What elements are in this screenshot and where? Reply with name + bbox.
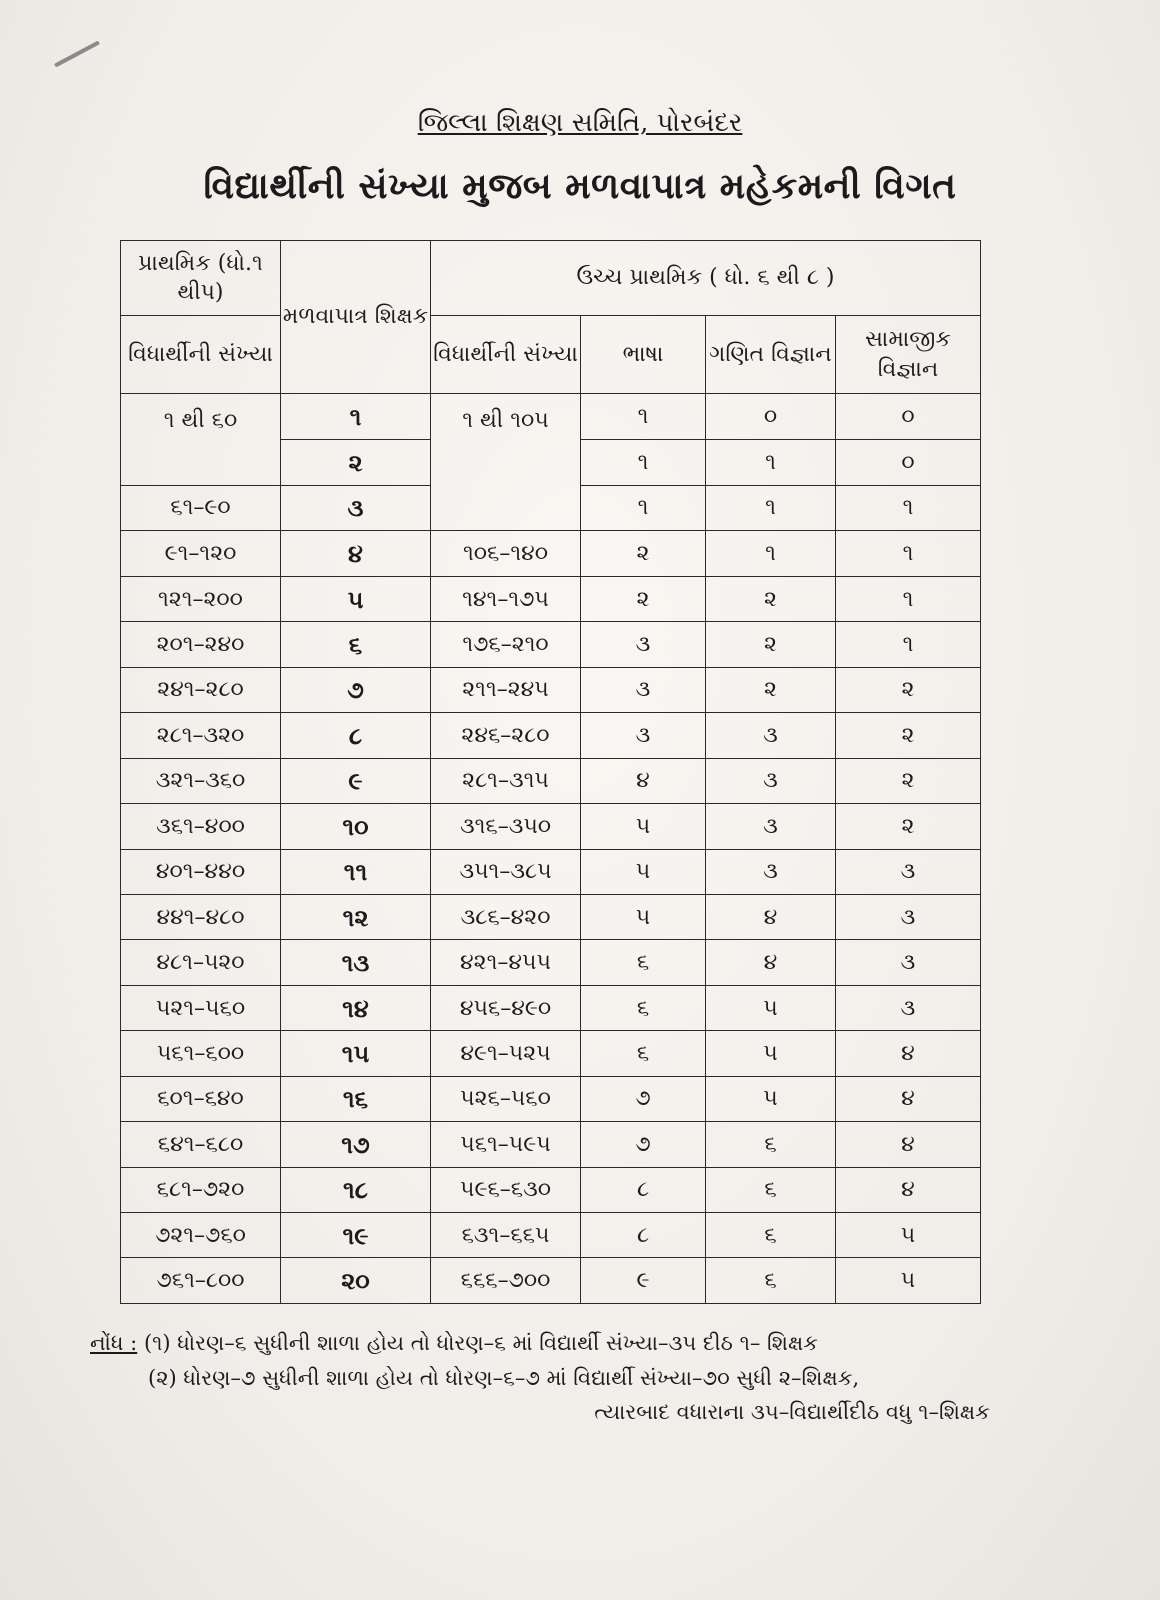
math-science-cell: ૬ xyxy=(706,1258,836,1304)
math-science-cell: ૩ xyxy=(706,713,836,758)
primary-range-cell: ૬૪૧–૬૮૦ xyxy=(121,1122,281,1167)
social-science-cell: ૩ xyxy=(836,849,981,894)
social-science-cell: ૨ xyxy=(836,758,981,803)
math-science-cell: ૫ xyxy=(706,985,836,1030)
document-title: વિદ્યાર્થીની સંખ્યા મુજબ મળવાપાત્ર મહેકમની વિગત xyxy=(203,165,957,207)
teachers-cell: ૬ xyxy=(281,622,431,667)
primary-range-cell: ૭૬૧–૮૦૦ xyxy=(121,1258,281,1304)
teachers-cell: ૧૧ xyxy=(281,849,431,894)
teachers-cell: ૧૯ xyxy=(281,1213,431,1258)
primary-range-cell: ૩૨૧–૩૬૦ xyxy=(121,758,281,803)
header-primary-group: પ્રાથમિક (ધો.૧ થીપ) xyxy=(121,241,281,316)
social-science-cell: ૨ xyxy=(836,713,981,758)
header-upper-group: ઉચ્ચ પ્રાથમિક ( ધો. ૬ થી ૮ ) xyxy=(431,241,981,316)
teachers-cell: ૧૩ xyxy=(281,940,431,985)
note-line-1 xyxy=(90,1326,990,1361)
social-science-cell: ૦ xyxy=(836,393,981,439)
table-row xyxy=(121,940,981,985)
table-row xyxy=(121,531,981,576)
math-science-cell: ૪ xyxy=(706,940,836,985)
primary-range-cell: ૬૦૧–૬૪૦ xyxy=(121,1076,281,1121)
math-science-cell: ૫ xyxy=(706,1031,836,1076)
social-science-cell: ૧ xyxy=(836,576,981,621)
social-science-cell: ૪ xyxy=(836,1167,981,1212)
upper-range-cell: ૧૪૧–૧૭૫ xyxy=(431,576,581,621)
table-row xyxy=(121,985,981,1030)
teachers-cell: ૩ xyxy=(281,485,431,531)
note-line-3: ત્યારબાદ વધારાના ૩૫–વિદ્યાર્થીદીઠ વધુ ૧–શિક્ષક xyxy=(594,1400,990,1425)
social-science-cell: ૧ xyxy=(836,622,981,667)
social-science-cell: ૦ xyxy=(836,439,981,485)
upper-range-cell: ૩૧૬–૩૫૦ xyxy=(431,804,581,849)
language-cell: ૫ xyxy=(581,894,706,939)
header-language: ભાષા xyxy=(581,316,706,393)
language-cell: ૩ xyxy=(581,713,706,758)
social-science-cell: ૩ xyxy=(836,894,981,939)
language-cell: ૮ xyxy=(581,1213,706,1258)
primary-range-cell: ૬૧–૯૦ xyxy=(121,485,281,531)
header-upper-students: વિધાર્થીની સંખ્યા xyxy=(431,316,581,393)
language-cell: ૩ xyxy=(581,667,706,712)
social-science-cell: ૫ xyxy=(836,1258,981,1304)
upper-range-cell: ૩૫૧–૩૮૫ xyxy=(431,849,581,894)
upper-range-cell: ૬૬૬–૭૦૦ xyxy=(431,1258,581,1304)
social-science-cell: ૨ xyxy=(836,804,981,849)
upper-range-cell: ૨૮૧–૩૧૫ xyxy=(431,758,581,803)
math-science-cell: ૫ xyxy=(706,1076,836,1121)
notes-label: નોંધ : xyxy=(90,1331,138,1355)
upper-range-cell: ૨૧૧–૨૪૫ xyxy=(431,667,581,712)
teachers-cell: ૧૨ xyxy=(281,894,431,939)
teachers-cell: ૨ xyxy=(281,439,431,485)
table-row xyxy=(121,393,981,439)
primary-range-cell: ૨૮૧–૩૨૦ xyxy=(121,713,281,758)
language-cell: ૫ xyxy=(581,804,706,849)
primary-range-cell: ૬૮૧–૭૨૦ xyxy=(121,1167,281,1212)
social-science-cell: ૪ xyxy=(836,1031,981,1076)
teachers-cell: ૨૦ xyxy=(281,1258,431,1304)
social-science-cell: ૪ xyxy=(836,1076,981,1121)
math-science-cell: ૧ xyxy=(706,485,836,531)
table-row xyxy=(121,1122,981,1167)
teachers-cell: ૧૬ xyxy=(281,1076,431,1121)
primary-range-cell: ૧ થી ૬૦ xyxy=(121,393,281,485)
language-cell: ૯ xyxy=(581,1258,706,1304)
upper-range-cell: ૫૨૬–૫૬૦ xyxy=(431,1076,581,1121)
math-science-cell: ૩ xyxy=(706,849,836,894)
primary-range-cell: ૩૬૧–૪૦૦ xyxy=(121,804,281,849)
primary-range-cell: ૪૪૧–૪૮૦ xyxy=(121,894,281,939)
language-cell: ૨ xyxy=(581,576,706,621)
language-cell: ૭ xyxy=(581,1122,706,1167)
upper-range-cell: ૬૩૧–૬૬૫ xyxy=(431,1213,581,1258)
social-science-cell: ૪ xyxy=(836,1122,981,1167)
social-science-cell: ૩ xyxy=(836,985,981,1030)
table-row xyxy=(121,804,981,849)
header-primary-students: વિધાર્થીની સંખ્યા xyxy=(121,316,281,393)
teachers-cell: ૧૮ xyxy=(281,1167,431,1212)
math-science-cell: ૧ xyxy=(706,531,836,576)
upper-range-cell: ૫૯૬–૬૩૦ xyxy=(431,1167,581,1212)
teachers-cell: ૧૭ xyxy=(281,1122,431,1167)
table-row xyxy=(121,849,981,894)
language-cell: ૬ xyxy=(581,985,706,1030)
upper-range-cell: ૩૮૬–૪૨૦ xyxy=(431,894,581,939)
header-eligible-teachers: મળવાપાત્ર શિક્ષક xyxy=(281,241,431,394)
organization-title: જિલ્લા શિક્ષણ સમિતિ, પોરબંદર xyxy=(417,108,743,138)
note-text-1: (૧) ધોરણ–૬ સુધીની શાળા હોય તો ધોરણ–૬ માં વિદ્યાર્થી સંખ્યા–૩૫ દીઠ ૧– શિક્ષક xyxy=(143,1331,819,1355)
upper-range-cell: ૪૯૧–૫૨૫ xyxy=(431,1031,581,1076)
primary-range-cell: ૫૬૧–૬૦૦ xyxy=(121,1031,281,1076)
math-science-cell: ૪ xyxy=(706,894,836,939)
table-row xyxy=(121,667,981,712)
upper-range-cell: ૫૬૧–૫૯૫ xyxy=(431,1122,581,1167)
table-row xyxy=(121,894,981,939)
language-cell: ૧ xyxy=(581,439,706,485)
upper-range-cell: ૧૭૬–૨૧૦ xyxy=(431,622,581,667)
primary-range-cell: ૭૨૧–૭૬૦ xyxy=(121,1213,281,1258)
math-science-cell: ૩ xyxy=(706,758,836,803)
language-cell: ૬ xyxy=(581,940,706,985)
upper-range-cell: ૧૦૬–૧૪૦ xyxy=(431,531,581,576)
social-science-cell: ૧ xyxy=(836,485,981,531)
upper-range-cell: ૪૫૬–૪૯૦ xyxy=(431,985,581,1030)
table-row xyxy=(121,1167,981,1212)
language-cell: ૧ xyxy=(581,485,706,531)
staple-mark xyxy=(54,40,100,67)
language-cell: ૨ xyxy=(581,531,706,576)
upper-range-cell: ૨૪૬–૨૮૦ xyxy=(431,713,581,758)
teachers-cell: ૧૪ xyxy=(281,985,431,1030)
teachers-cell: ૯ xyxy=(281,758,431,803)
header-social-science: સામાજીક વિજ્ઞાન xyxy=(836,316,981,393)
social-science-cell: ૨ xyxy=(836,667,981,712)
upper-range-cell: ૪૨૧–૪૫૫ xyxy=(431,940,581,985)
table-row xyxy=(121,758,981,803)
table-row xyxy=(121,1213,981,1258)
primary-range-cell: ૯૧–૧૨૦ xyxy=(121,531,281,576)
math-science-cell: ૧ xyxy=(706,439,836,485)
table-row xyxy=(121,622,981,667)
teachers-cell: ૧ xyxy=(281,393,431,439)
note-line-2: (૨) ધોરણ–૭ સુધીની શાળા હોય તો ધોરણ–૬–૭ માં વિદ્યાર્થી સંખ્યા–૭૦ સુધી ૨–શિક્ષક, xyxy=(148,1365,860,1390)
teachers-cell: ૧૦ xyxy=(281,804,431,849)
table-row xyxy=(121,576,981,621)
teachers-cell: ૮ xyxy=(281,713,431,758)
language-cell: ૪ xyxy=(581,758,706,803)
staffing-table xyxy=(120,240,981,1304)
primary-range-cell: ૪૮૧–૫૨૦ xyxy=(121,940,281,985)
language-cell: ૬ xyxy=(581,1031,706,1076)
language-cell: ૧ xyxy=(581,393,706,439)
math-science-cell: ૨ xyxy=(706,622,836,667)
math-science-cell: ૬ xyxy=(706,1213,836,1258)
social-science-cell: ૫ xyxy=(836,1213,981,1258)
math-science-cell: ૨ xyxy=(706,576,836,621)
teachers-cell: ૫ xyxy=(281,576,431,621)
table-row xyxy=(121,713,981,758)
table-row xyxy=(121,1258,981,1304)
primary-range-cell: ૨૦૧–૨૪૦ xyxy=(121,622,281,667)
header-math-science: ગણિત વિજ્ઞાન xyxy=(706,316,836,393)
upper-range-cell: ૧ થી ૧૦૫ xyxy=(431,393,581,531)
teachers-cell: ૪ xyxy=(281,531,431,576)
math-science-cell: ૩ xyxy=(706,804,836,849)
primary-range-cell: ૨૪૧–૨૮૦ xyxy=(121,667,281,712)
math-science-cell: ૨ xyxy=(706,667,836,712)
math-science-cell: ૬ xyxy=(706,1167,836,1212)
math-science-cell: ૦ xyxy=(706,393,836,439)
language-cell: ૮ xyxy=(581,1167,706,1212)
primary-range-cell: ૫૨૧–૫૬૦ xyxy=(121,985,281,1030)
language-cell: ૩ xyxy=(581,622,706,667)
social-science-cell: ૧ xyxy=(836,531,981,576)
language-cell: ૭ xyxy=(581,1076,706,1121)
table-row xyxy=(121,1076,981,1121)
social-science-cell: ૩ xyxy=(836,940,981,985)
teachers-cell: ૭ xyxy=(281,667,431,712)
primary-range-cell: ૧૨૧–૨૦૦ xyxy=(121,576,281,621)
table-row xyxy=(121,1031,981,1076)
primary-range-cell: ૪૦૧–૪૪૦ xyxy=(121,849,281,894)
notes-section xyxy=(90,1326,990,1430)
teachers-cell: ૧૫ xyxy=(281,1031,431,1076)
math-science-cell: ૬ xyxy=(706,1122,836,1167)
language-cell: ૫ xyxy=(581,849,706,894)
